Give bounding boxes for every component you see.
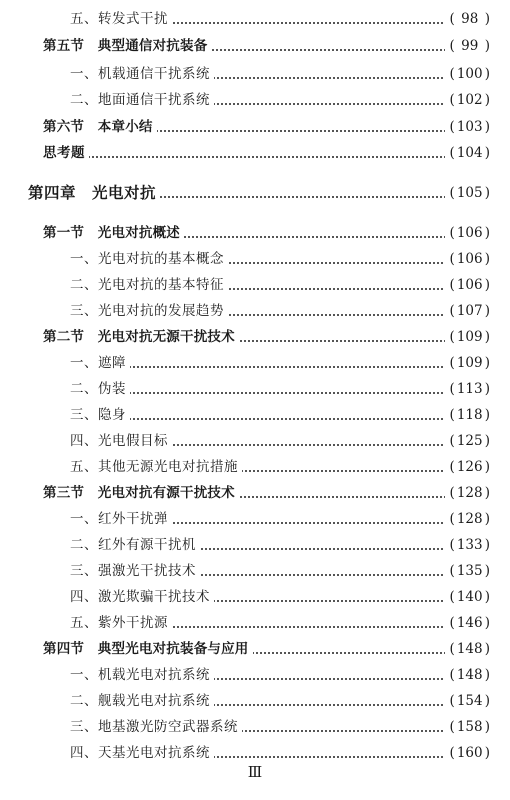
- toc-page-number: 118: [456, 407, 483, 423]
- toc-entry: [0, 637, 510, 661]
- toc-entry-label: 一、光电对抗的基本概念: [70, 247, 228, 271]
- toc-page-number: 99: [461, 38, 479, 54]
- toc-entry-label: 一、机载光电对抗系统: [70, 663, 214, 687]
- toc-page-number: 109: [456, 329, 483, 345]
- toc-page-number: 106: [456, 251, 483, 267]
- toc-entry-page: ( 128 ): [445, 481, 490, 505]
- toc-entry-label: 四、天基光电对抗系统: [70, 741, 214, 765]
- toc-entry: [0, 377, 510, 401]
- toc-entry: [0, 481, 510, 505]
- toc-entry-page: ( 135 ): [445, 559, 490, 583]
- toc-entry-page: ( 118 ): [445, 403, 490, 427]
- toc-page-number: 146: [456, 615, 483, 631]
- toc-entry: [0, 115, 510, 139]
- toc-entry-page: ( 148 ): [445, 663, 490, 687]
- toc-entry: [0, 34, 510, 58]
- toc-page-number: 140: [456, 589, 483, 605]
- toc-entry: [0, 88, 510, 112]
- toc-entry-page: ( 109 ): [445, 351, 490, 375]
- toc-entry-page: ( 106 ): [445, 221, 490, 245]
- toc-entry: [0, 507, 510, 531]
- toc-entry-label: 二、舰载光电对抗系统: [70, 689, 214, 713]
- toc-entry: [0, 299, 510, 323]
- toc-page-number: 113: [456, 381, 483, 397]
- leader-dots: [43, 156, 450, 158]
- toc-entry: [0, 403, 510, 427]
- toc-entry-page: ( 148 ): [445, 637, 490, 661]
- toc-entry-page: ( 107 ): [445, 299, 490, 323]
- toc-entry-label: 第五节 典型通信对抗装备: [43, 34, 211, 58]
- toc-entry: [0, 429, 510, 453]
- toc-entry-label: 二、光电对抗的基本特征: [70, 273, 228, 297]
- toc-page-number: 106: [456, 277, 483, 293]
- toc-entry-label: 三、地基激光防空武器系统: [70, 715, 242, 739]
- toc-entry-label: 三、隐身: [70, 403, 130, 427]
- toc-entry-label: 二、红外有源干扰机: [70, 533, 200, 557]
- toc-entry-label: 第四节 典型光电对抗装备与应用: [43, 637, 253, 661]
- toc-entry-label: 二、地面通信干扰系统: [70, 88, 214, 112]
- toc-entry-label: 五、紫外干扰源: [70, 611, 172, 635]
- toc-page-number: 158: [456, 719, 483, 735]
- toc-page-number: 154: [456, 693, 483, 709]
- toc-page-number: 160: [456, 745, 483, 761]
- toc-entry-page: ( 104 ): [445, 141, 490, 165]
- toc-page-number: 98: [461, 11, 479, 27]
- toc-page-number: 103: [456, 119, 483, 135]
- toc-entry-label: 第一节 光电对抗概述: [43, 221, 184, 245]
- toc-entry-label: 第四章 光电对抗: [28, 181, 160, 205]
- toc-entry: [0, 611, 510, 635]
- toc-entry: [0, 62, 510, 86]
- toc-entry: [0, 663, 510, 687]
- toc-page-number: 102: [456, 92, 483, 108]
- toc-entry-page: ( 154 ): [445, 689, 490, 713]
- toc-entry-page: ( 106 ): [445, 247, 490, 271]
- toc-page-number: 125: [456, 433, 483, 449]
- toc-entry-label: 一、遮障: [70, 351, 130, 375]
- toc-entry-label: 思考题: [43, 141, 89, 165]
- toc-entry-label: 五、转发式干扰: [70, 7, 172, 31]
- toc-entry-page: ( 146 ): [445, 611, 490, 635]
- toc-entry-page: ( 128 ): [445, 507, 490, 531]
- toc-entry-label: 四、光电假目标: [70, 429, 172, 453]
- toc-entry: [0, 585, 510, 609]
- toc-page-number: 107: [456, 303, 483, 319]
- toc-entry-label: 一、红外干扰弹: [70, 507, 172, 531]
- toc-entry-label: 三、光电对抗的发展趋势: [70, 299, 228, 323]
- toc-entry-page: ( 125 ): [445, 429, 490, 453]
- toc-entry-label: 一、机载通信干扰系统: [70, 62, 214, 86]
- toc-entry-page: ( 160 ): [445, 741, 490, 765]
- toc-entry-page: ( 103 ): [445, 115, 490, 139]
- toc-page-number: 135: [456, 563, 483, 579]
- toc-page-number: 128: [456, 511, 483, 527]
- toc-page-number: 104: [456, 145, 483, 161]
- toc-entry-page: ( 158 ): [445, 715, 490, 739]
- toc-entry-label: 第六节 本章小结: [43, 115, 157, 139]
- toc-entry: [0, 533, 510, 557]
- toc-entry: [0, 715, 510, 739]
- toc-entry-page: ( 133 ): [445, 533, 490, 557]
- toc-entry-page: ( 106 ): [445, 273, 490, 297]
- toc-entry: [0, 351, 510, 375]
- toc-entry-label: 五、其他无源光电对抗措施: [70, 455, 242, 479]
- toc-entry-page: ( 105 ): [445, 181, 490, 205]
- toc-entry-page: ( 98 ): [445, 7, 490, 31]
- toc-entry: [0, 247, 510, 271]
- toc-entry: [0, 141, 510, 165]
- toc-entry: [0, 221, 510, 245]
- toc-entry: [0, 181, 510, 205]
- toc-entry: [0, 559, 510, 583]
- toc-entry-page: ( 102 ): [445, 88, 490, 112]
- toc-entry-label: 第三节 光电对抗有源干扰技术: [43, 481, 239, 505]
- toc-entry-label: 三、强激光干扰技术: [70, 559, 200, 583]
- toc-entry: [0, 455, 510, 479]
- toc-entry-page: ( 100 ): [445, 62, 490, 86]
- toc-page-number: 133: [456, 537, 483, 553]
- toc-page-number: 106: [456, 225, 483, 241]
- toc-entry-label: 四、激光欺骗干扰技术: [70, 585, 214, 609]
- toc-entry-label: 二、伪装: [70, 377, 130, 401]
- toc-page-number: 109: [456, 355, 483, 371]
- toc-page-number: 148: [456, 641, 483, 657]
- toc-page-number: 126: [456, 459, 483, 475]
- toc-entry-page: ( 99 ): [445, 34, 490, 58]
- toc-page-number: 128: [456, 485, 483, 501]
- toc-entry-page: ( 140 ): [445, 585, 490, 609]
- toc-entry: [0, 325, 510, 349]
- toc-entry-label: 第二节 光电对抗无源干扰技术: [43, 325, 239, 349]
- toc-entry-page: ( 126 ): [445, 455, 490, 479]
- toc-page-number: 148: [456, 667, 483, 683]
- toc-page-number: 105: [456, 185, 483, 201]
- toc-entry: [0, 689, 510, 713]
- toc-page-number: 100: [456, 66, 483, 82]
- toc-entry-page: ( 113 ): [445, 377, 490, 401]
- toc-entry: [0, 273, 510, 297]
- toc-entry: [0, 741, 510, 765]
- toc-entry-page: ( 109 ): [445, 325, 490, 349]
- page-number: Ⅲ: [247, 763, 263, 781]
- toc-entry: [0, 7, 510, 31]
